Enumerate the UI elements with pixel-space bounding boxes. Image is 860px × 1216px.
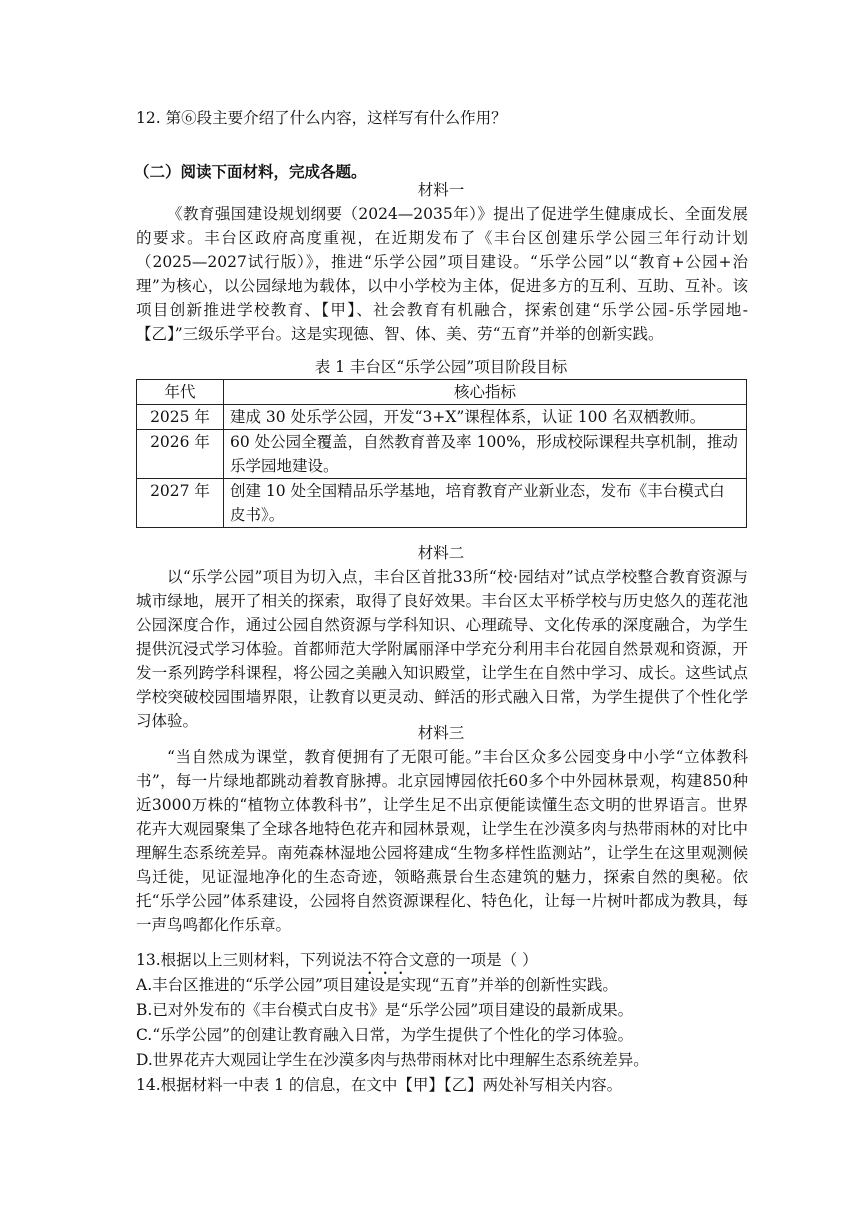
table-cell-year: 2025 年 [137, 405, 224, 430]
q13-option-c: C.“乐学公园”的创建让教育融入日常，为学生提供了个性化的学习体验。 [136, 1026, 634, 1044]
q13-option-a: A.丰台区推进的“乐学公园”项目建设是实现“五育”并举的创新性实践。 [136, 976, 618, 994]
material-2-paragraph: 以“乐学公园”项目为切入点，丰台区首批33所“校·园结对”试点学校整合教育资源与城市绿地，展开了相关的探索，取得了良好效果。丰台区太平桥学校与历史悠久的莲花池公园深度合作，通过公园自然资源与学科知识、心理疏导、文化传承的深度融合，为学生提供沉浸式学习体验。首都师范大学附属丽泽中学充分利用丰台花园自然景观和资源，开发一系列跨学科课程，将公园之美融入知识殿堂，让学生在自然中学习、成长。这些试点学校突破校园围墙界限，让教育以更灵动、鲜活的形式融入日常，为学生提供了个性化学习体验。 [136, 568, 748, 730]
table-cell-year: 2027 年 [137, 479, 224, 528]
q13-stem-after: 文意的一项是（ ） [408, 951, 538, 969]
material-1-title: 材料一 [417, 181, 465, 199]
material-2-title: 材料二 [417, 544, 465, 562]
table-1 [136, 379, 747, 528]
table-row [137, 430, 747, 479]
q13-option-d: D.世界花卉大观园让学生在沙漠多肉与热带雨林对比中理解生态系统差异。 [136, 1051, 649, 1069]
material-3-paragraph: “当自然成为课堂，教育便拥有了无限可能。”丰台区众多公园变身中小学“立体教科书”，每一片绿地都跳动着教育脉搏。北京园博园依托60多个中外园林景观，构建850种近3000万株的“植物立体教科书”，让学生足不出京便能读懂生态文明的世界语言。世界花卉大观园聚集了全球各地特色花卉和园林景观，让学生在沙漠多肉与热带雨林的对比中理解生态系统差异。南苑森林湿地公园将建成“生物多样性监测站”，让学生在这里观测候鸟迁徙，见证湿地净化的生态奇迹，领略燕景台生态建筑的魅力，探索自然的奥秘。依托“乐学公园”体系建设，公园将自然资源课程化、特色化，让每一片树叶都成为教具，每一声鸟鸣都化作乐章。 [136, 748, 748, 934]
table-row [137, 405, 747, 430]
table-cell-indicator: 建成 30 处乐学公园，开发“3+X”课程体系，认证 100 名双栖教师。 [224, 405, 747, 430]
q13-option-b: B.已对外发布的《丰台模式白皮书》是“乐学公园”项目建设的最新成果。 [136, 1001, 634, 1019]
table-header-row [137, 380, 747, 405]
question-12: 12. 第⑥段主要介绍了什么内容，这样写有什么作用？ [136, 109, 507, 127]
q13-emphasis: 不符合 [362, 951, 409, 969]
table-1-caption: 表 1 丰台区“乐学公园”项目阶段目标 [314, 358, 568, 376]
material-1-paragraph: 《教育强国建设规划纲要（2024—2035年）》提出了促进学生健康成长、全面发展的要求。丰台区政府高度重视，在近期发布了《丰台区创建乐学公园三年行动计划（2025—2027试行版）》，推进“乐学公园”项目建设。“乐学公园”以“教育+公园+治理”为核心，以公园绿地为载体，以中小学校为主体，促进多方的互利、互助、互补。该项目创新推进学校教育、【甲】、社会教育有机融合，探索创建“乐学公园-乐学园地-【乙】”三级乐学平台。这是实现德、智、体、美、劳“五育”并举的创新实践。 [136, 205, 748, 343]
section-2-heading: （二）阅读下面材料，完成各题。 [134, 162, 367, 181]
table-cell-indicator: 60 处公园全覆盖，自然教育普及率 100%，形成校际课程共享机制，推动乐学园地建设。 [224, 430, 747, 479]
table-cell-year: 2026 年 [137, 430, 224, 479]
table-header-year: 年代 [137, 380, 224, 405]
q13-stem-before: 13.根据以上三则材料，下列说法 [136, 951, 363, 969]
material-3-title: 材料三 [417, 724, 465, 742]
table-cell-indicator: 创建 10 处全国精品乐学基地，培育教育产业新业态，发布《丰台模式白皮书》。 [224, 479, 747, 528]
question-14: 14.根据材料一中表 1 的信息，在文中【甲】【乙】两处补写相关内容。 [136, 1076, 623, 1094]
table-header-indicator: 核心指标 [224, 380, 747, 405]
table-row [137, 479, 747, 528]
